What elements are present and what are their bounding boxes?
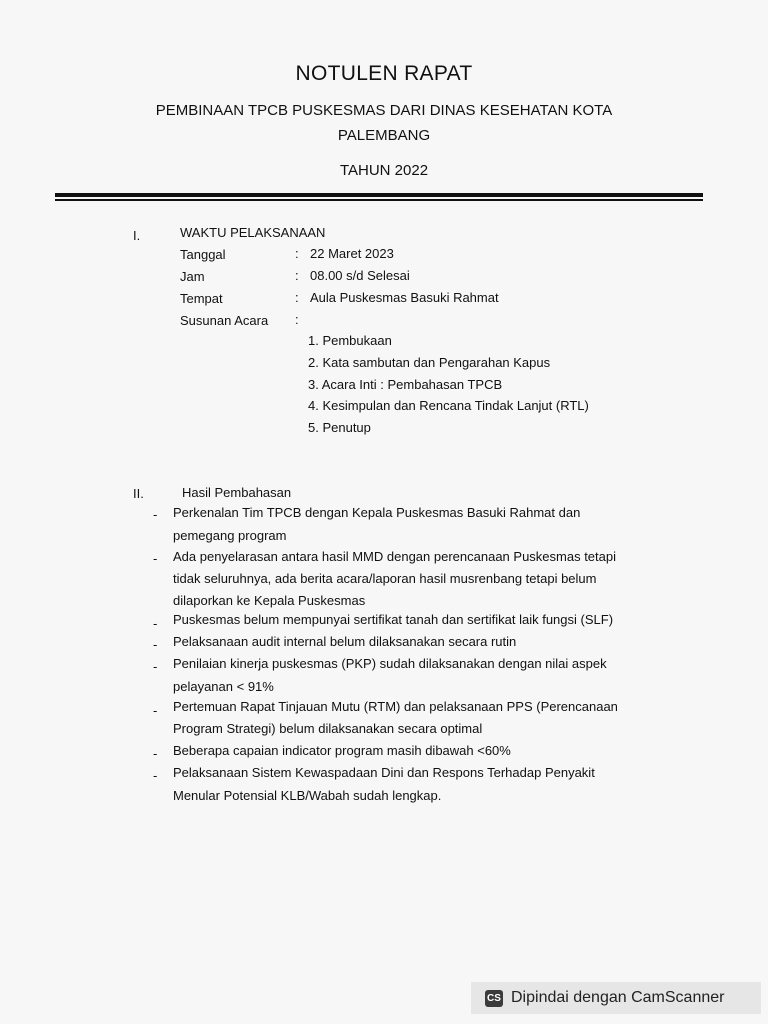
camscanner-watermark (471, 982, 761, 1014)
result-item-line: Pertemuan Rapat Tinjauan Mutu (RTM) dan pelaksanaan PPS (Perencanaan (173, 699, 618, 714)
agenda-item: 1. Pembukaan (308, 333, 392, 348)
result-item-line: Menular Potensial KLB/Wabah sudah lengkap. (173, 788, 442, 803)
bullet-dash: - (153, 551, 158, 566)
result-item-line: Beberapa capaian indicator program masih dibawah <60% (173, 743, 511, 758)
result-item-line: Ada penyelarasan antara hasil MMD dengan perencanaan Puskesmas tetapi (173, 549, 616, 564)
result-item-line: Pelaksanaan audit internal belum dilaksanakan secara rutin (173, 634, 517, 649)
bullet-dash: - (153, 659, 158, 674)
field-label-susunan-acara: Susunan Acara (180, 313, 269, 328)
bullet-dash: - (153, 637, 158, 652)
bullet-dash: - (153, 768, 158, 783)
result-item-line: Puskesmas belum mempunyai sertifikat tanah dan sertifikat laik fungsi (SLF) (173, 612, 614, 627)
result-item-line: Pelaksanaan Sistem Kewaspadaan Dini dan Respons Terhadap Penyakit (173, 765, 595, 780)
document-title: NOTULEN RAPAT (295, 62, 473, 85)
field-label-jam: Jam (180, 269, 205, 284)
field-colon: : (295, 290, 299, 305)
agenda-item: 2. Kata sambutan dan Pengarahan Kapus (308, 355, 551, 370)
field-value-jam: 08.00 s/d Selesai (310, 268, 410, 283)
watermark-text: Dipindai dengan CamScanner (511, 989, 725, 1006)
field-colon: : (295, 312, 299, 327)
field-label-tempat: Tempat (180, 291, 223, 306)
result-item-line: tidak seluruhnya, ada berita acara/laporan hasil musrenbang tetapi belum (173, 571, 597, 586)
document-year: TAHUN 2022 (339, 162, 429, 179)
result-item-line: Perkenalan Tim TPCB dengan Kepala Puskesmas Basuki Rahmat dan (173, 505, 581, 520)
header-divider-thick (55, 193, 703, 197)
result-item-line: pelayanan < 91% (173, 679, 274, 694)
section2-heading: Hasil Pembahasan (182, 485, 292, 500)
field-colon: : (295, 268, 299, 283)
section2-number: II. (133, 486, 144, 501)
section1-number: I. (133, 228, 141, 243)
field-value-tanggal: 22 Maret 2023 (310, 246, 394, 261)
result-item-line: Program Strategi) belum dilaksanakan secara optimal (173, 721, 483, 736)
bullet-dash: - (153, 507, 158, 522)
agenda-item: 4. Kesimpulan dan Rencana Tindak Lanjut (RTL) (308, 398, 589, 413)
field-colon: : (295, 246, 299, 261)
camscanner-icon: CS (485, 990, 503, 1007)
header-divider-thin (55, 199, 703, 201)
result-item-line: Penilaian kinerja puskesmas (PKP) sudah dilaksanakan dengan nilai aspek (173, 656, 607, 671)
bullet-dash: - (153, 616, 158, 631)
field-value-tempat: Aula Puskesmas Basuki Rahmat (310, 290, 499, 305)
document-subtitle-line1: PEMBINAAN TPCB PUSKESMAS DARI DINAS KESEHATAN KOTA (155, 102, 613, 119)
bullet-dash: - (153, 746, 158, 761)
field-label-tanggal: Tanggal (180, 247, 226, 262)
document-subtitle-line2: PALEMBANG (337, 127, 431, 144)
section1-heading: WAKTU PELAKSANAAN (180, 225, 326, 240)
agenda-item: 5. Penutup (308, 420, 371, 435)
result-item-line: pemegang program (173, 528, 287, 543)
bullet-dash: - (153, 703, 158, 718)
result-item-line: dilaporkan ke Kepala Puskesmas (173, 593, 366, 608)
agenda-item: 3. Acara Inti : Pembahasan TPCB (308, 377, 503, 392)
